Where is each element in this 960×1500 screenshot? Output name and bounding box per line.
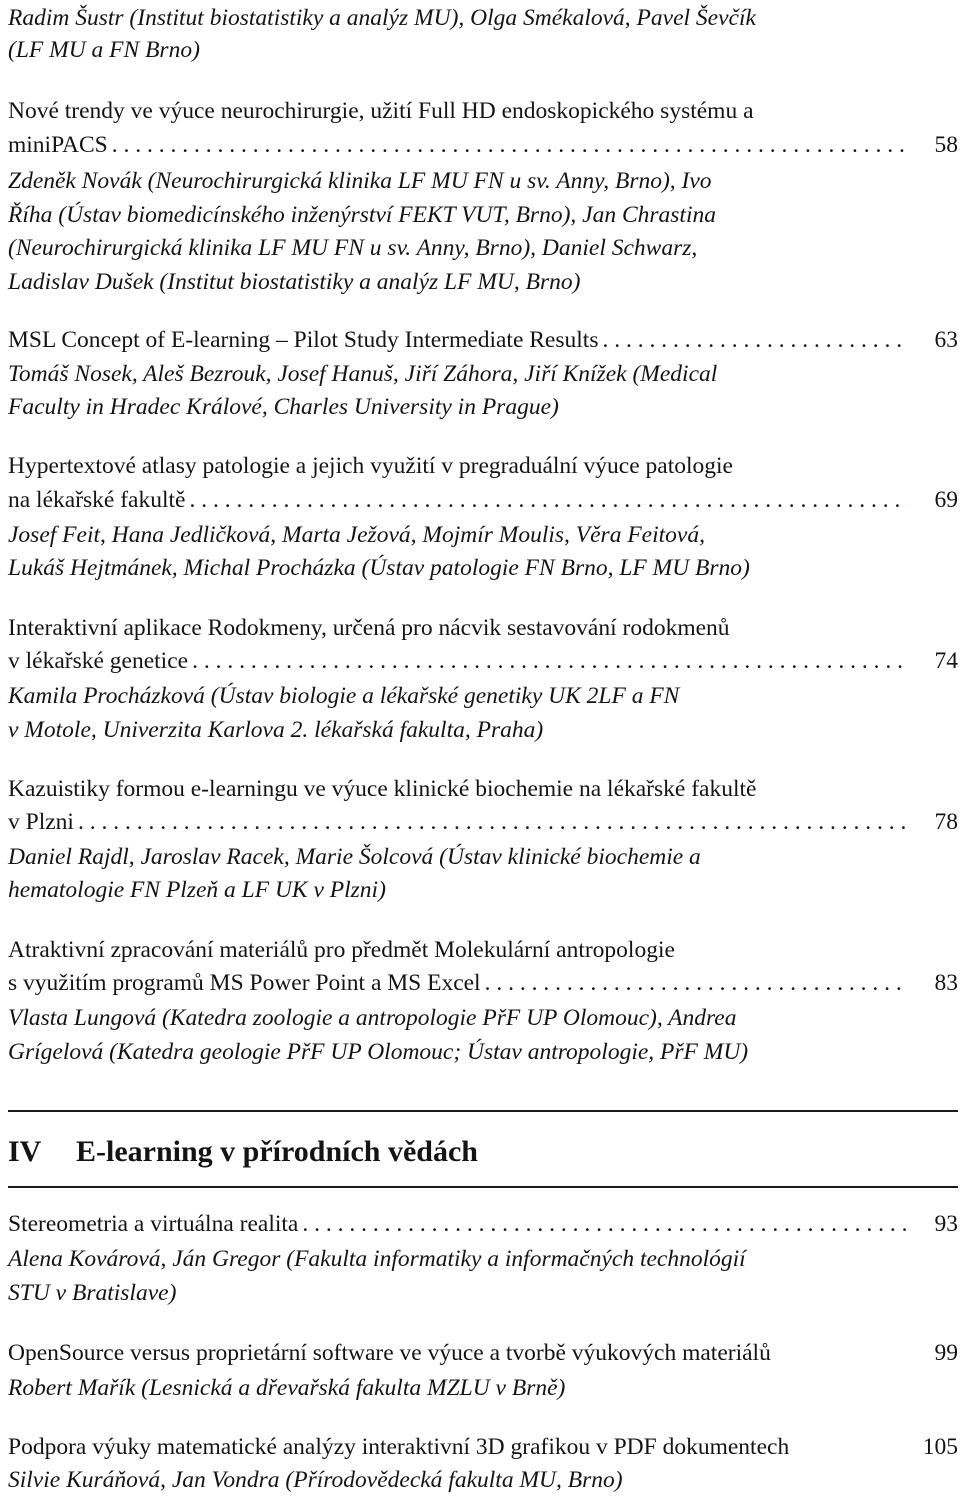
toc-entry-link[interactable] (8, 645, 958, 677)
entry-title: Interaktivní aplikace Rodokmeny, určená pro nácvik sestavování rodokmenů (8, 615, 730, 641)
entry-title: Hypertextové atlasy patologie a jejich využití v pregraduální výuce patologie (8, 453, 733, 479)
entry-title: OpenSource versus proprietární software ve výuce a tvorbě výukových materiálů (8, 1340, 771, 1366)
entry-title: Nové trendy ve výuce neurochirurgie, užití Full HD endoskopického systému a (8, 98, 754, 124)
toc-entry-link[interactable] (8, 1337, 958, 1369)
entry-authors: STU v Bratislave) (8, 1280, 177, 1306)
toc-entry-link[interactable] (8, 1208, 958, 1240)
entry-authors: v Motole, Univerzita Karlova 2. lékařská fakulta, Praha) (8, 717, 544, 743)
page-number: 74 (934, 648, 958, 674)
entry-authors: Josef Feit, Hana Jedličková, Marta Ježová, Mojmír Moulis, Věra Feitová, (8, 522, 705, 548)
page-number: 58 (934, 132, 958, 158)
entry-title: v lékařské genetice (8, 648, 189, 674)
dot-leader (302, 1208, 908, 1240)
entry-authors: Daniel Rajdl, Jaroslav Racek, Marie Šolcová (Ústav klinické biochemie a (8, 844, 701, 870)
toc-entry-link[interactable] (8, 967, 958, 999)
entry-title: Podpora výuky matematické analýzy interaktivní 3D grafikou v PDF dokumentech (8, 1434, 790, 1460)
section-title: E-learning v přírodních vědách (76, 1135, 478, 1168)
dot-leader (602, 324, 908, 356)
entry-authors: Faculty in Hradec Králové, Charles University in Prague) (8, 394, 559, 420)
entry-authors: Vlasta Lungová (Katedra zoologie a antropologie PřF UP Olomouc), Andrea (8, 1005, 737, 1031)
section-heading (8, 1132, 958, 1172)
toc-entry-link[interactable] (8, 806, 958, 838)
section-top-rule (8, 1110, 958, 1112)
page-number: 93 (934, 1211, 958, 1237)
entry-authors: (Neurochirurgická klinika LF MU FN u sv. Anny, Brno), Daniel Schwarz, (8, 235, 698, 261)
dot-leader (192, 645, 908, 677)
dot-leader (485, 967, 908, 999)
page-number: 63 (934, 327, 958, 353)
entry-title: v Plzni (8, 809, 74, 835)
section-number: IV (8, 1135, 42, 1168)
entry-authors: Lukáš Hejtmánek, Michal Procházka (Ústav patologie FN Brno, LF MU Brno) (8, 555, 750, 581)
entry-authors: Robert Mařík (Lesnická a dřevařská fakulta MZLU v Brně) (8, 1375, 566, 1401)
entry-authors: Kamila Procházková (Ústav biologie a lékařské genetiky UK 2LF a FN (8, 683, 680, 709)
entry-authors: Alena Kovárová, Ján Gregor (Fakulta informatiky a informačných technológií (8, 1246, 746, 1272)
dot-leader (189, 484, 908, 516)
entry-title: s využitím programů MS Power Point a MS Excel (8, 970, 481, 996)
entry-title: Stereometria a virtuálna realita (8, 1211, 299, 1237)
entry-authors: Radim Šustr (Institut biostatistiky a analýz MU), Olga Smékalová, Pavel Ševčík (8, 5, 756, 31)
entry-title: miniPACS (8, 132, 108, 158)
page-number: 105 (922, 1434, 958, 1460)
entry-title: Atraktivní zpracování materiálů pro předmět Molekulární antropologie (8, 937, 675, 963)
entry-authors: Říha (Ústav biomedicínského inženýrství FEKT VUT, Brno), Jan Chrastina (8, 202, 716, 228)
entry-title: Kazuistiky formou e-learningu ve výuce klinické biochemie na lékařské fakultě (8, 776, 757, 802)
entry-authors: Ladislav Dušek (Institut biostatistiky a analýz LF MU, Brno) (8, 269, 581, 295)
entry-authors: Zdeněk Novák (Neurochirurgická klinika LF MU FN u sv. Anny, Brno), Ivo (8, 168, 712, 194)
toc-entry-link[interactable] (8, 129, 958, 161)
entry-title: na lékařské fakultě (8, 487, 186, 513)
entry-authors: hematologie FN Plzeň a LF UK v Plzni) (8, 877, 386, 903)
entry-authors: Grígelová (Katedra geologie PřF UP Olomouc; Ústav antropologie, PřF MU) (8, 1039, 749, 1065)
page-number: 83 (934, 970, 958, 996)
entry-authors: Silvie Kuráňová, Jan Vondra (Přírodovědecká fakulta MU, Brno) (8, 1467, 623, 1493)
section-bottom-rule (8, 1186, 958, 1188)
entry-title: MSL Concept of E-learning – Pilot Study Intermediate Results (8, 327, 599, 353)
page-number: 99 (934, 1340, 958, 1366)
dot-leader (112, 129, 908, 161)
page-number: 69 (934, 487, 958, 513)
toc-entry-link[interactable] (8, 484, 958, 516)
entry-authors: Tomáš Nosek, Aleš Bezrouk, Josef Hanuš, Jiří Záhora, Jiří Knížek (Medical (8, 361, 718, 387)
toc-entry-link[interactable] (8, 1431, 958, 1463)
toc-entry-link[interactable] (8, 324, 958, 356)
page-number: 78 (934, 809, 958, 835)
entry-authors: (LF MU a FN Brno) (8, 37, 200, 63)
dot-leader (78, 806, 908, 838)
